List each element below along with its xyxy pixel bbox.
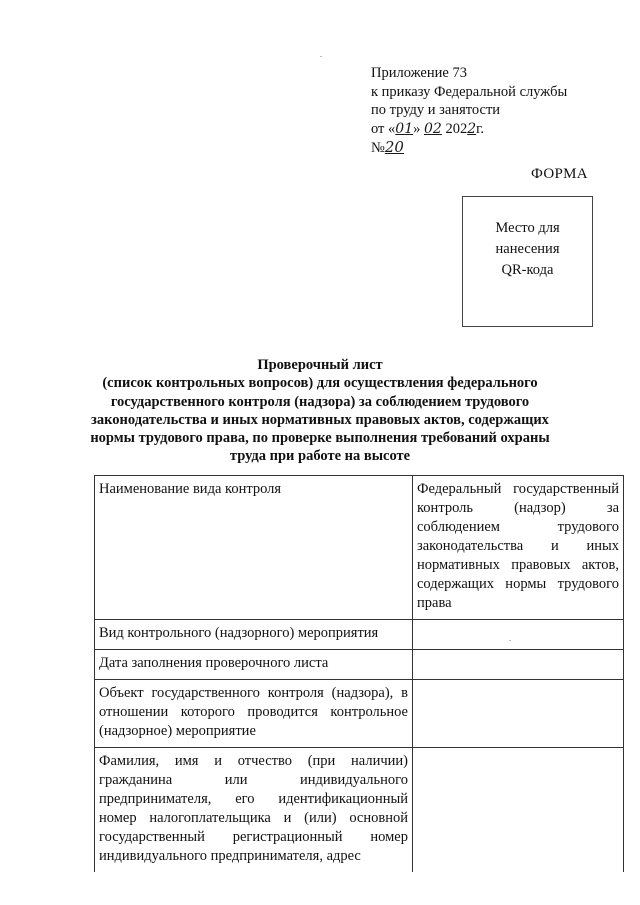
control-object-label: Объект государственного контроля (надзора), в отношении которого проводится контрольное (надзорное) мероприятие: [95, 680, 413, 748]
appendix-number: Приложение 73: [371, 65, 467, 81]
document-title: [90, 356, 550, 466]
order-date-year-digit: 2: [467, 120, 477, 137]
control-object-value: [413, 680, 624, 748]
table-row: [95, 650, 624, 680]
control-type-value: Федеральный государственный контроль (надзор) за соблюдением трудового законодательства и иных нормативных правовых актов, содержащих нормы трудового права: [413, 476, 624, 620]
appendix-header: [371, 64, 621, 158]
order-number: №20: [371, 138, 404, 156]
order-number-value: 20: [384, 138, 404, 156]
title-line: труда при работе на высоте: [229, 448, 411, 465]
table-row: [95, 620, 624, 650]
order-date: от «01» 02 2022г.: [371, 120, 485, 137]
fill-date-label: Дата заполнения проверочного листа: [95, 650, 413, 680]
scan-artifact: [509, 640, 511, 641]
table-row: [95, 476, 624, 620]
title-line: государственного контроля (надзора) за соблюдением трудового: [110, 393, 530, 410]
title-line: (список контрольных вопросов) для осуществления федерального: [102, 375, 538, 392]
title-line: законодательства и иных нормативных правовых актов, содержащих: [91, 411, 549, 428]
person-details-label: Фамилия, имя и отчество (при наличии) гражданина или индивидуального предпринимателя, его идентификационный номер налогоплательщика и (или) основной государственный регистрационный номер индивидуального предпринимателя, адрес: [95, 748, 413, 873]
order-date-month: 02: [423, 120, 442, 137]
qr-code-placeholder: [462, 196, 593, 327]
table-row: [95, 748, 624, 873]
order-date-day: 01: [395, 120, 414, 137]
order-authority: по труду и занятости: [371, 102, 501, 118]
order-reference: к приказу Федеральной службы: [371, 83, 568, 100]
scan-artifact: [320, 56, 322, 57]
event-type-value: [413, 620, 624, 650]
form-label: ФОРМА: [531, 166, 588, 182]
fill-date-value: [413, 650, 624, 680]
table-row: [95, 680, 624, 748]
title-line: Проверочный лист: [257, 357, 383, 373]
qr-placeholder-text: Место для нанесения QR-кода: [495, 220, 560, 278]
checklist-info-table: [94, 475, 624, 872]
person-details-value: [413, 748, 624, 873]
event-type-label: Вид контрольного (надзорного) мероприятия: [95, 620, 413, 650]
title-line: нормы трудового права, по проверке выполнения требований охраны: [90, 430, 550, 447]
control-type-label: Наименование вида контроля: [95, 476, 413, 620]
